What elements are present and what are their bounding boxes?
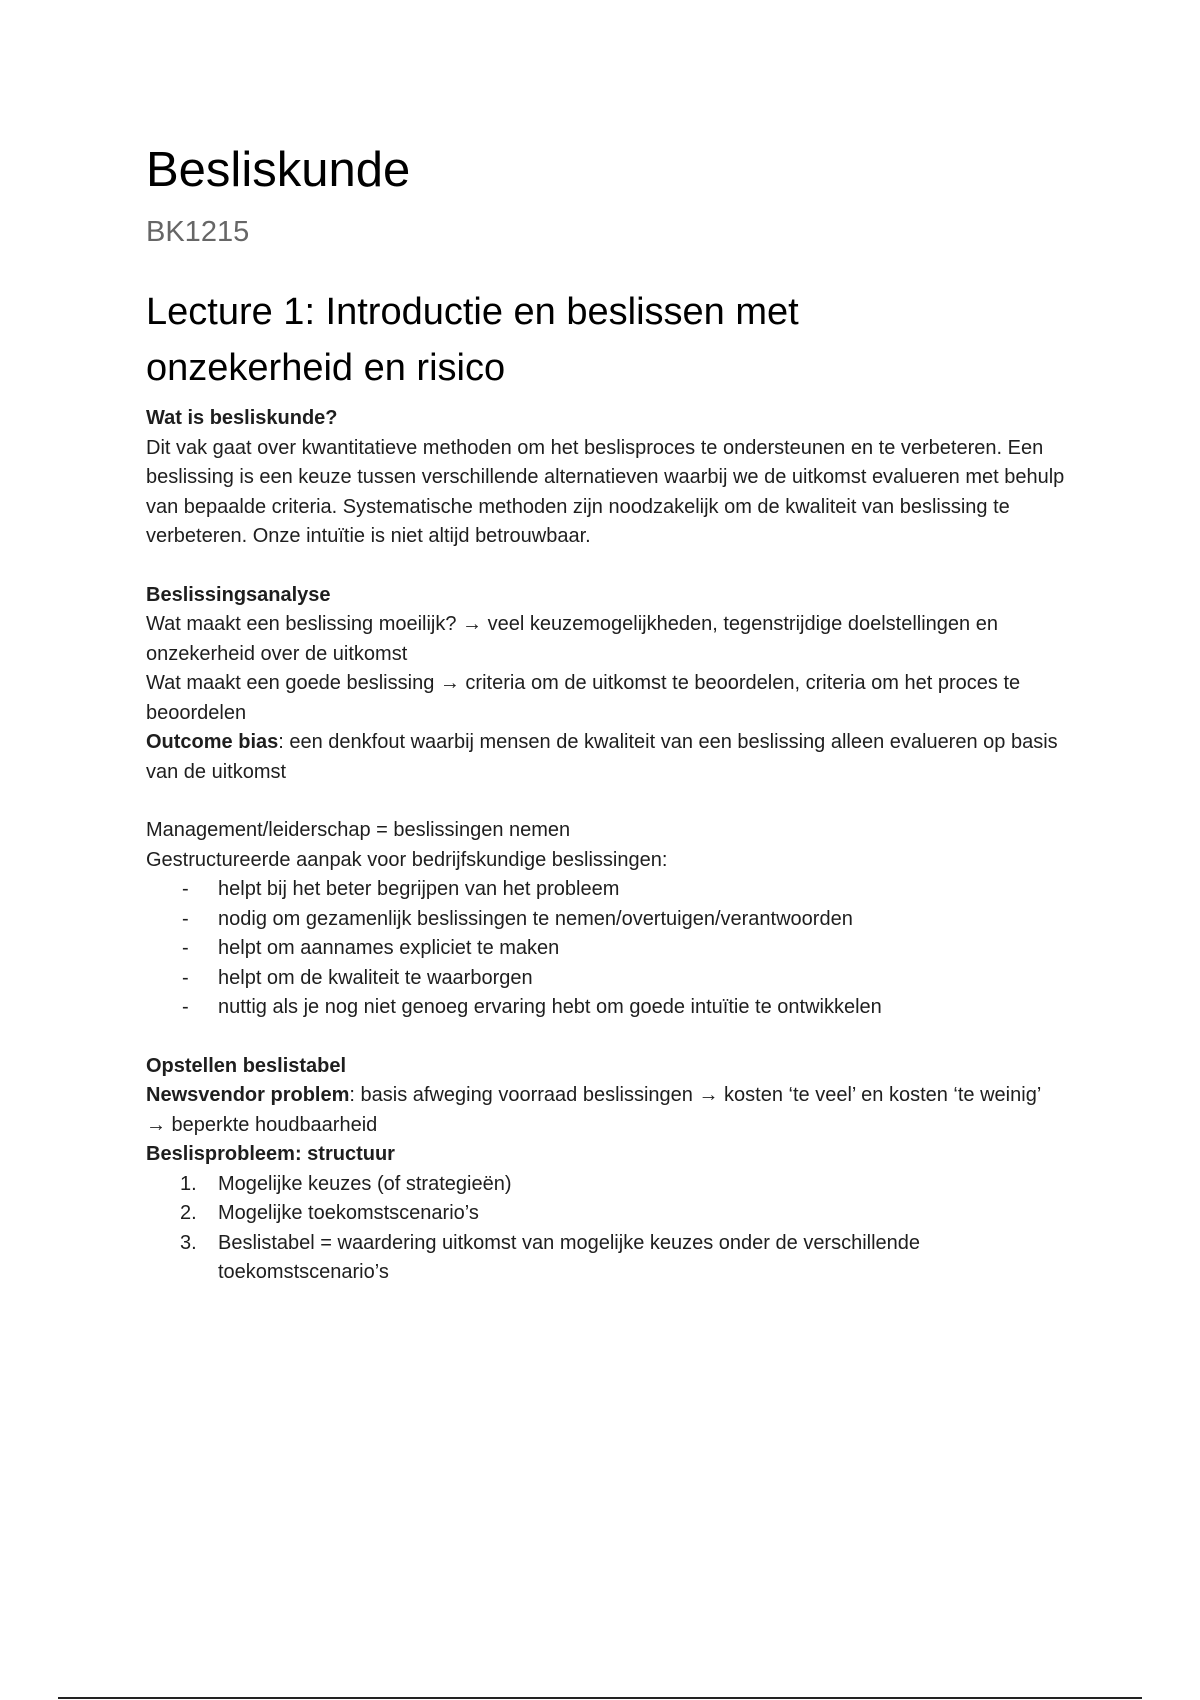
list-number: 3. (180, 1231, 197, 1254)
approach-bullet-list (146, 875, 1066, 1023)
analysis-section (146, 581, 1066, 788)
structured-approach-line: Gestructureerde aanpak voor bedrijfskundige beslissingen: (146, 848, 668, 871)
management-line: Management/leiderschap = beslissingen nemen (146, 819, 571, 841)
document-page (146, 140, 1066, 1288)
bullet-dash: - (182, 907, 189, 930)
lecture-heading (146, 284, 1066, 396)
list-item (146, 905, 1066, 935)
bullet-dash: - (182, 996, 189, 1018)
intro-paragraph: Dit vak gaat over kwantitatieve methoden om het beslisproces te ondersteunen en te verbeteren. Een beslissing is een keuze tussen verschillende alternatieven waarbij we de uitkomst evalueren met behulp van bepaalde criteria. Systematische methoden zijn noodzakelijk om de kwaliteit van beslissing te verbeteren. Onze intuïtie is niet altijd betrouwbaar. (146, 436, 1065, 547)
newsvendor-term: Newsvendor problem (146, 1084, 350, 1106)
analysis-good-decision-line: Wat maakt een goede beslissing → criteria om de uitkomst te beoordelen, criteria om het proces te beoordelen (146, 672, 1021, 724)
list-item-text: helpt bij het beter begrijpen van het probleem (218, 878, 620, 900)
list-item-text: Mogelijke toekomstscenario’s (218, 1202, 479, 1224)
outcome-bias-term: Outcome bias (146, 731, 279, 753)
list-item (146, 934, 1066, 964)
lecture-heading-line-2: onzekerheid en risico (146, 347, 506, 389)
list-item-text: Mogelijke keuzes (of strategieën) (218, 1172, 512, 1195)
structure-heading: Beslisprobleem: structuur (146, 1143, 395, 1165)
outcome-bias-text: : een denkfout waarbij mensen de kwaliteit van een beslissing alleen evalueren op basis van de uitkomst (146, 731, 1058, 783)
list-item-text: nuttig als je nog niet genoeg ervaring hebt om goede intuïtie te ontwikkelen (218, 996, 882, 1018)
structure-numbered-list (146, 1170, 1066, 1288)
list-item (146, 964, 1066, 994)
list-item (146, 993, 1066, 1023)
bullet-dash: - (182, 966, 189, 989)
bullet-dash: - (182, 937, 189, 959)
analysis-difficult-line: Wat maakt een beslissing moeilijk? → veel keuzemogelijkheden, tegenstrijdige doelstellingen en onzekerheid over de uitkomst (146, 613, 998, 665)
decision-table-heading: Opstellen beslistabel (146, 1054, 347, 1077)
course-code: BK1215 (146, 216, 250, 248)
intro-heading: Wat is besliskunde? (146, 407, 338, 429)
outcome-bias-definition (146, 728, 1066, 787)
intro-section (146, 404, 1066, 552)
list-item (146, 1170, 1066, 1200)
analysis-heading: Beslissingsanalyse (146, 583, 331, 606)
list-item-text: helpt om de kwaliteit te waarborgen (218, 966, 533, 989)
management-section (146, 816, 1066, 1023)
list-number: 2. (180, 1202, 197, 1224)
list-item-text: helpt om aannames expliciet te maken (218, 937, 560, 959)
list-item-text: Beslistabel = waardering uitkomst van mogelijke keuzes onder de verschillende toekomstscenario’s (218, 1231, 921, 1283)
list-item-text: nodig om gezamenlijk beslissingen te nemen/overtuigen/verantwoorden (218, 907, 853, 930)
decision-table-section (146, 1052, 1066, 1288)
document-title: Besliskunde (146, 143, 411, 197)
bullet-dash: - (182, 878, 189, 900)
list-item (146, 1199, 1066, 1229)
footer-divider (58, 1697, 1142, 1699)
list-number: 1. (180, 1172, 197, 1195)
list-item (146, 1229, 1066, 1288)
newsvendor-text: : basis afweging voorraad beslissingen → kosten ‘te veel’ en kosten ‘te weinig’ → beperkte houdbaarheid (146, 1084, 1041, 1136)
lecture-heading-line-1: Lecture 1: Introductie en beslissen met (146, 291, 799, 333)
newsvendor-definition (146, 1081, 1066, 1140)
list-item (146, 875, 1066, 905)
